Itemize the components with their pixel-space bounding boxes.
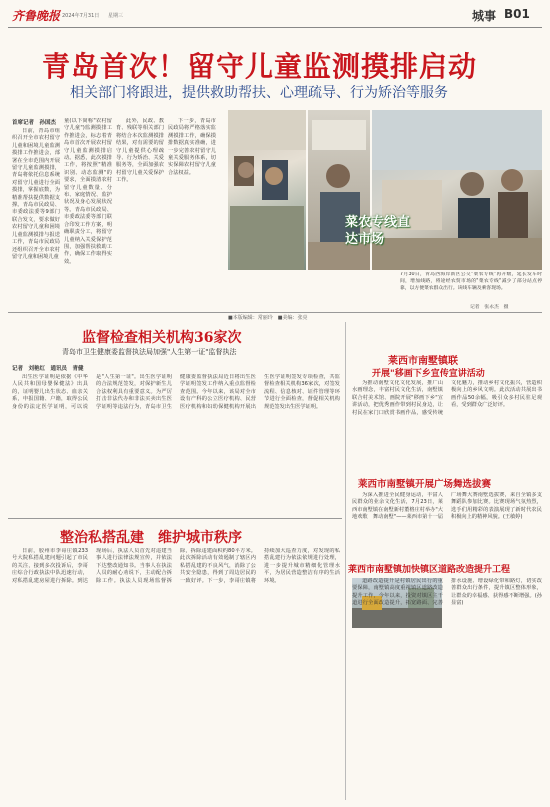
story2-text: 出生医学证明是依据《中华人民共和国母婴保健法》出具的，证明婴儿出生状态、血亲关系，申报国籍、户籍，取得公民身份的法定医学证明，可以说是"人生第一证"。出生医学证明的合法规范签发，对保护新生儿合法权利具有重要意义。为严厉打击非法代办和非法买卖出生医学证明等违法行为，青岛市卫生健康委监督执法局近日将出生医学证明签发工作纳入重点监督检查范围。今年以来，该局对全市设有产科的公立医疗机构、民营医疗机构和妇幼保健机构开展出生医学证明签发专项检查，共监督检查相关机构36家次，对签发流程、信息核对、证件管理等环节进行全面检查，督促相关机构规范签发出生医学证明。 xyxy=(12,374,340,410)
page-number: B01 xyxy=(504,7,530,21)
story2-headline: 监督检查相关机构36家次 xyxy=(82,330,242,346)
lead-headline: 青岛首次！留守儿童监测摸排启动 xyxy=(42,50,478,83)
story2-subheadline: 青岛市卫生健康委监督执法局加强"人生第一证"监督执法 xyxy=(62,348,237,356)
section-name: 城事 xyxy=(472,9,497,23)
laixi-s2-headline: 莱西市南墅镇开展广场舞选拔赛 xyxy=(358,479,492,490)
story3-text: 日前，胶州市李哥庄镇233号大院私搭乱建问题引起了市民的关注，接到多次投诉后，李哥庄综合行政执法中队迅速行动，对私搭乱建房屋进行拆除。到达现场后，执法人员首先对违建当事人进行法律法规宣传，并依法下达整改通知书。当事人在执法人员的耐心劝说下，主动配合拆除工作。执法人员现场监督拆除，拆除违建面积约80平方米。此次拆除活动有效遏制了辖区内私搭乱建的不良风气，消除了公共安全隐患，得到了周边居民的一致好评。下一步，李哥庄镇将持续加大巡查力度，对发现的私搭乱建行为依法依规进行处理，进一步提升城市精细化管理水平，为居民营造整洁有序的生活环境。 xyxy=(12,548,340,584)
laixi-s1-text: 为推动南墅文化文化发展，推广山水画理念，丰富村民文化生活，南墅镇联合村美术馆、画院开展"移画下乡"宣讲活动，把优秀画作带到村民身边，让村民在家门口欣赏书画作品，感受传统文化魅力，推动乡村文化振兴，营造积极向上的乡风文明。此次活动共展出书画作品50余幅，吸引众多村民驻足观看，受到群众广泛好评。 xyxy=(352,380,542,416)
masthead-date: 2024年7月31日 xyxy=(62,13,100,19)
masthead-rule xyxy=(8,27,542,28)
lead-photo-caption: 7月30日，青岛西海岸新区公交"菜农专线"再升级，延长发车时间，增加线路，将途经农贸市场的"菜农专线"减少了部分站点停靠，以方便菜农群众出行。该线车辆及乘客现场。 xyxy=(400,272,542,291)
lead-byline: 首席记者 孙国杰 xyxy=(12,120,57,126)
column-divider xyxy=(345,322,346,800)
photo-overlay-caption: 菜农专线直达市场 xyxy=(345,215,411,247)
bus-interior-image xyxy=(228,110,306,270)
masthead-weekday: 星期三 xyxy=(108,13,124,19)
laixi-s1-subheadline: 开展"移画下乡宣传宣讲活动 xyxy=(372,369,485,379)
masthead-logo: 齐鲁晚报 xyxy=(12,9,61,23)
lead-subheadline: 相关部门将跟进，提供救助帮扶、心理疏导、行为矫治等服务 xyxy=(70,85,448,101)
lead-paragraph-2: 童(以下简称"农村留守儿童")监测摸排工作推进会，标志着青岛市首次开展农村留守儿童监测摸排启动。据悉，此次摸排工作，将按照"精准识别、动态监测"的要求，全面摸清农村留守儿童数量、分布、家庭情况、监护状况及身心发展状况等。青岛市民政局、市委政法委等部门联合印发工作方案，明确职责分工，将留守儿童纳入关爱保护范围，加强帮扶救助工作，确保工作取得实效。 xyxy=(64,118,112,265)
story3-headline: 整治私搭乱建 维护城市秩序 xyxy=(60,530,242,546)
story2-byline: 记者 刘艳红 通讯员 青健 xyxy=(12,366,84,372)
lead-photo-credit: 记者 张永杰 摄 xyxy=(470,305,509,310)
laixi-s1-headline: 莱西市南墅镇联 xyxy=(388,356,458,367)
laixi-s3-headline: 莱西市南墅镇加快镇区道路改造提升工程 xyxy=(348,565,511,575)
laixi-s2-text: 为深入推进全民健身运动，丰富人民群众的业余文化生活，7月23日，莱西市南墅镇在南墅新村董格庄村举办"大地欢歌 舞动南墅"——莱西市第十一届广场舞大赛南墅选拔赛，来自全镇多支舞蹈队参加比赛。比赛现场气氛热烈，选手们用精彩的表演展现了新时代农民积极向上的精神风貌。(王敏婷) xyxy=(352,492,542,521)
lead-paragraph-1: 日前，青岛市组织召开全市农村留守儿童和困境儿童监测摸排工作推进会，部署在全市范围内开展留守儿童监测摸排，青岛将依托信息系统对留守儿童进行全面摸排，掌握底数，为精准帮扶提供数据支撑。青岛市民政局、市委政法委等9部门联合发文，要求做好农村留守儿童和困境儿童监测摸排与报送工作，青岛市民政局还组织召开全市农村留守儿童和困境儿童 xyxy=(12,128,60,260)
story3-rule xyxy=(8,518,342,519)
lead-paragraph-4: 下一步，青岛市民政局将严格落实监测摸排工作，确保摸排数据真实准确，进一步完善农村留守儿童关爱服务体系，切实保障农村留守儿童合法权益。 xyxy=(168,118,216,176)
lead-photo-1 xyxy=(228,110,306,270)
band-rule xyxy=(8,312,542,313)
lead-paragraph-3: 此外，民政、教育、残联等相关部门将结合本次监测摸排结果，对有需要的留守儿童提供心理疏导、行为矫治、关爱服务等，全面加强农村留守儿童关爱保护工作。 xyxy=(116,118,164,184)
masthead xyxy=(0,0,550,30)
band-editors: ■本版编辑：常丽玲 ■美编：张亮 xyxy=(228,315,308,321)
laixi-s3-text: 道路改造提升是村镇居民出行的重要保障，南墅镇高度重视镇区道路改造提升工作，今年以来，投资对镇区主干道进行全面改造提升，拓宽路面、完善排水设施、增设绿化带和路灯，切实改善群众出行条件，提升镇区整体形象，让群众的幸福感、获得感不断增强。(孙显富) xyxy=(352,578,542,607)
